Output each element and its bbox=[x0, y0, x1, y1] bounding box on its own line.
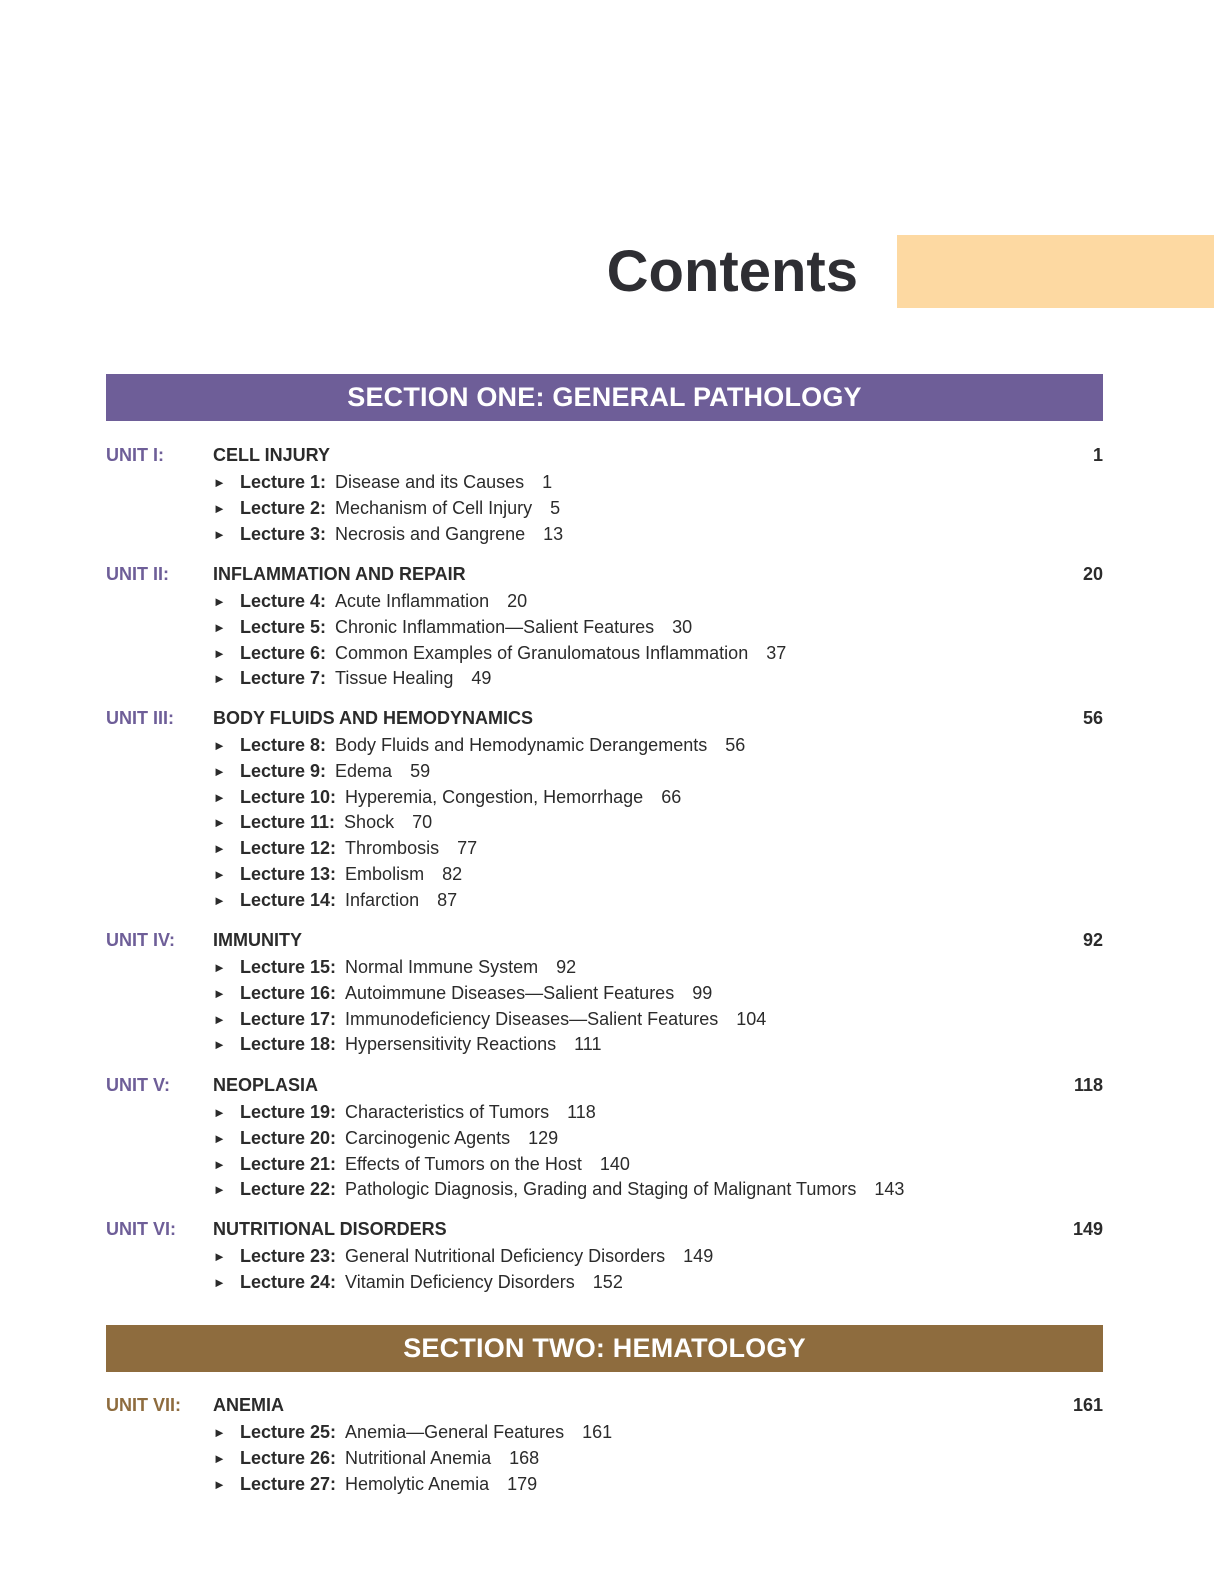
bullet-arrow-icon: ► bbox=[213, 500, 226, 516]
lecture-page-number: 140 bbox=[599, 1153, 630, 1174]
unit-header bbox=[0, 561, 1214, 589]
lecture-name: Hyperemia, Congestion, Hemorrhage bbox=[345, 786, 644, 807]
section-one-heading: SECTION ONE: GENERAL PATHOLOGY bbox=[106, 374, 1103, 421]
lecture-label: Lecture 3: bbox=[240, 523, 327, 544]
lecture-text bbox=[240, 981, 712, 1007]
lecture-text bbox=[240, 1126, 558, 1152]
lecture-page-number: 37 bbox=[766, 642, 787, 663]
lecture-entry bbox=[0, 888, 1214, 914]
unit-label: UNIT VI: bbox=[106, 1219, 176, 1239]
lecture-page-number: 129 bbox=[528, 1127, 559, 1148]
lecture-entry bbox=[0, 615, 1214, 641]
lecture-text bbox=[240, 759, 430, 785]
unit-title: NUTRITIONAL DISORDERS bbox=[213, 1219, 447, 1239]
lecture-page-number: 82 bbox=[442, 863, 463, 884]
lecture-page-number: 56 bbox=[725, 735, 746, 755]
bullet-arrow-icon: ► bbox=[213, 671, 226, 687]
lecture-label: Lecture 2: bbox=[240, 497, 327, 518]
lecture-text bbox=[240, 641, 786, 667]
bullet-arrow-icon: ► bbox=[213, 619, 226, 635]
lecture-name: Embolism bbox=[345, 863, 425, 884]
lecture-page-number: 66 bbox=[661, 786, 682, 807]
lecture-text bbox=[240, 785, 681, 811]
lecture-entry bbox=[0, 1152, 1214, 1178]
lecture-name: Autoimmune Diseases—Salient Features bbox=[345, 982, 675, 1003]
lecture-name: Shock bbox=[344, 812, 395, 833]
bullet-arrow-icon: ► bbox=[213, 1425, 226, 1440]
bullet-arrow-icon: ► bbox=[213, 738, 226, 753]
lecture-name: Carcinogenic Agents bbox=[345, 1127, 511, 1148]
unit-label: UNIT IV: bbox=[106, 930, 176, 950]
bullet-arrow-icon: ► bbox=[213, 841, 226, 857]
lecture-text bbox=[240, 810, 432, 836]
lecture-text bbox=[240, 1270, 623, 1296]
lecture-label: Lecture 7: bbox=[240, 668, 327, 689]
section-two-heading: SECTION TWO: HEMATOLOGY bbox=[106, 1325, 1103, 1372]
lecture-entry bbox=[0, 1244, 1214, 1270]
lecture-page-number: 5 bbox=[550, 497, 561, 518]
lecture-entry bbox=[0, 1177, 1214, 1203]
lecture-entry bbox=[0, 955, 1214, 981]
lecture-label: Lecture 21: bbox=[240, 1153, 337, 1174]
bullet-arrow-icon: ► bbox=[213, 789, 226, 805]
bullet-arrow-icon: ► bbox=[213, 645, 226, 661]
lecture-name: Edema bbox=[335, 760, 393, 781]
lecture-page-number: 161 bbox=[582, 1422, 613, 1442]
unit-page-number: 149 bbox=[1072, 1219, 1103, 1239]
lecture-page-number: 20 bbox=[507, 591, 528, 611]
lecture-name: Mechanism of Cell Injury bbox=[335, 497, 533, 518]
bullet-arrow-icon: ► bbox=[213, 1476, 226, 1492]
lecture-name: Body Fluids and Hemodynamic Derangements bbox=[335, 735, 708, 755]
lecture-text bbox=[240, 733, 745, 759]
lecture-page-number: 149 bbox=[683, 1246, 714, 1266]
lecture-entry bbox=[0, 785, 1214, 811]
lecture-name: Normal Immune System bbox=[345, 957, 539, 977]
unit-header bbox=[0, 1216, 1214, 1244]
lecture-text bbox=[240, 589, 527, 615]
lecture-name: Necrosis and Gangrene bbox=[335, 523, 526, 544]
bullet-arrow-icon: ► bbox=[213, 1274, 226, 1290]
bullet-arrow-icon: ► bbox=[213, 594, 226, 609]
bullet-arrow-icon: ► bbox=[213, 1156, 226, 1172]
unit-header bbox=[0, 705, 1214, 733]
lecture-page-number: 118 bbox=[567, 1102, 596, 1122]
unit-label: UNIT II: bbox=[106, 564, 169, 584]
lecture-text bbox=[240, 836, 477, 862]
lecture-page-number: 168 bbox=[509, 1447, 540, 1468]
lecture-text bbox=[240, 1446, 539, 1472]
unit-title: BODY FLUIDS AND HEMODYNAMICS bbox=[213, 708, 534, 728]
lecture-name: Common Examples of Granulomatous Inflammation bbox=[335, 642, 749, 663]
lecture-page-number: 143 bbox=[874, 1179, 905, 1200]
bullet-arrow-icon: ► bbox=[213, 892, 226, 908]
lecture-list bbox=[0, 589, 1214, 692]
unit-title: INFLAMMATION AND REPAIR bbox=[213, 564, 466, 584]
lecture-entry bbox=[0, 496, 1214, 522]
lecture-list bbox=[0, 1244, 1214, 1296]
lecture-entry bbox=[0, 589, 1214, 615]
lecture-name: Anemia—General Features bbox=[345, 1422, 565, 1442]
unit-label: UNIT V: bbox=[106, 1075, 171, 1095]
lecture-entry bbox=[0, 759, 1214, 785]
lecture-label: Lecture 22: bbox=[240, 1179, 337, 1200]
lecture-list bbox=[0, 733, 1214, 914]
lecture-label: Lecture 8: bbox=[240, 735, 327, 755]
unit-label: UNIT VII: bbox=[106, 1395, 181, 1415]
lecture-text bbox=[240, 888, 457, 914]
bullet-arrow-icon: ► bbox=[213, 1249, 226, 1264]
lecture-entry bbox=[0, 1446, 1214, 1472]
bullet-arrow-icon: ► bbox=[213, 763, 226, 779]
lecture-label: Lecture 20: bbox=[240, 1127, 337, 1148]
lecture-label: Lecture 6: bbox=[240, 642, 327, 663]
lecture-name: General Nutritional Deficiency Disorders bbox=[345, 1246, 666, 1266]
unit-title: NEOPLASIA bbox=[213, 1075, 319, 1095]
lecture-text bbox=[240, 1007, 766, 1033]
lecture-page-number: 13 bbox=[543, 523, 564, 544]
lecture-name: Thrombosis bbox=[345, 838, 440, 859]
unit-page-number: 118 bbox=[1073, 1075, 1103, 1095]
lecture-page-number: 49 bbox=[471, 668, 492, 689]
lecture-name: Pathologic Diagnosis, Grading and Staging of Malignant Tumors bbox=[345, 1179, 857, 1200]
lecture-label: Lecture 16: bbox=[240, 982, 337, 1003]
unit-title: IMMUNITY bbox=[213, 930, 302, 950]
lecture-label: Lecture 24: bbox=[240, 1271, 337, 1292]
lecture-page-number: 179 bbox=[507, 1473, 538, 1494]
bullet-arrow-icon: ► bbox=[213, 1182, 226, 1198]
lecture-entry bbox=[0, 1472, 1214, 1498]
unit-header bbox=[0, 442, 1214, 470]
lecture-name: Characteristics of Tumors bbox=[345, 1102, 550, 1122]
lecture-entry bbox=[0, 981, 1214, 1007]
lecture-entry bbox=[0, 862, 1214, 888]
lecture-page-number: 87 bbox=[437, 889, 458, 910]
title-accent-bar bbox=[897, 235, 1214, 308]
unit-block bbox=[0, 561, 1214, 692]
bullet-arrow-icon: ► bbox=[213, 1011, 226, 1027]
unit-block bbox=[0, 927, 1214, 1058]
lecture-entry bbox=[0, 836, 1214, 862]
lecture-name: Vitamin Deficiency Disorders bbox=[345, 1271, 575, 1292]
lecture-page-number: 104 bbox=[736, 1008, 767, 1029]
unit-label: UNIT I: bbox=[106, 445, 164, 465]
bullet-arrow-icon: ► bbox=[213, 1037, 226, 1053]
lecture-list bbox=[0, 955, 1214, 1058]
unit-page-number: 92 bbox=[1082, 930, 1103, 950]
lecture-label: Lecture 19: bbox=[240, 1102, 337, 1122]
lecture-label: Lecture 14: bbox=[240, 889, 337, 910]
bullet-arrow-icon: ► bbox=[213, 1130, 226, 1146]
lecture-label: Lecture 5: bbox=[240, 616, 327, 637]
lecture-list bbox=[0, 1100, 1214, 1203]
lecture-text bbox=[240, 496, 560, 522]
lecture-entry bbox=[0, 1126, 1214, 1152]
lecture-name: Disease and its Causes bbox=[335, 472, 525, 492]
lecture-entry bbox=[0, 641, 1214, 667]
unit-page-number: 161 bbox=[1072, 1395, 1103, 1415]
bullet-arrow-icon: ► bbox=[213, 1105, 226, 1120]
lecture-name: Acute Inflammation bbox=[335, 591, 490, 611]
bullet-arrow-icon: ► bbox=[213, 985, 226, 1001]
lecture-name: Infarction bbox=[345, 889, 420, 910]
lecture-page-number: 30 bbox=[672, 616, 693, 637]
unit-block bbox=[0, 442, 1214, 547]
lecture-label: Lecture 9: bbox=[240, 760, 327, 781]
unit-header bbox=[0, 1392, 1214, 1420]
lecture-entry bbox=[0, 522, 1214, 548]
unit-title: CELL INJURY bbox=[213, 445, 331, 465]
lecture-name: Immunodeficiency Diseases—Salient Features bbox=[345, 1008, 719, 1029]
lecture-label: Lecture 1: bbox=[240, 472, 327, 492]
bullet-arrow-icon: ► bbox=[213, 526, 226, 542]
lecture-label: Lecture 10: bbox=[240, 786, 337, 807]
unit-label: UNIT III: bbox=[106, 708, 174, 728]
lecture-page-number: 92 bbox=[556, 957, 577, 977]
lecture-label: Lecture 13: bbox=[240, 863, 337, 884]
lecture-page-number: 1 bbox=[542, 472, 553, 492]
lecture-entry bbox=[0, 1032, 1214, 1058]
lecture-list bbox=[0, 470, 1214, 547]
unit-header bbox=[0, 927, 1214, 955]
lecture-name: Hemolytic Anemia bbox=[345, 1473, 490, 1494]
lecture-name: Effects of Tumors on the Host bbox=[345, 1153, 582, 1174]
lecture-name: Hypersensitivity Reactions bbox=[345, 1034, 557, 1055]
lecture-entry bbox=[0, 810, 1214, 836]
lecture-text bbox=[240, 666, 491, 692]
lecture-label: Lecture 23: bbox=[240, 1246, 337, 1266]
lecture-entry bbox=[0, 1007, 1214, 1033]
lecture-text bbox=[240, 955, 576, 981]
unit-block bbox=[0, 705, 1214, 914]
lecture-entry bbox=[0, 1420, 1214, 1446]
lecture-name: Tissue Healing bbox=[335, 668, 454, 689]
bullet-arrow-icon: ► bbox=[213, 475, 226, 490]
unit-block bbox=[0, 1392, 1214, 1497]
unit-header bbox=[0, 1072, 1214, 1100]
lecture-page-number: 70 bbox=[412, 812, 433, 833]
lecture-label: Lecture 18: bbox=[240, 1034, 337, 1055]
lecture-label: Lecture 15: bbox=[240, 957, 337, 977]
lecture-entry bbox=[0, 470, 1214, 496]
unit-block bbox=[0, 1216, 1214, 1296]
lecture-page-number: 152 bbox=[592, 1271, 623, 1292]
lecture-list bbox=[0, 1420, 1214, 1497]
unit-page-number: 56 bbox=[1082, 708, 1103, 728]
lecture-page-number: 99 bbox=[692, 982, 713, 1003]
lecture-text bbox=[240, 1472, 537, 1498]
lecture-name: Chronic Inflammation—Salient Features bbox=[335, 616, 655, 637]
lecture-text bbox=[240, 470, 552, 496]
lecture-entry bbox=[0, 666, 1214, 692]
lecture-page-number: 111 bbox=[574, 1034, 602, 1055]
lecture-label: Lecture 25: bbox=[240, 1422, 337, 1442]
lecture-text bbox=[240, 1032, 602, 1058]
lecture-page-number: 77 bbox=[457, 838, 478, 859]
bullet-arrow-icon: ► bbox=[213, 815, 226, 831]
lecture-name: Nutritional Anemia bbox=[345, 1447, 492, 1468]
lecture-label: Lecture 4: bbox=[240, 591, 327, 611]
lecture-text bbox=[240, 1152, 630, 1178]
lecture-page-number: 59 bbox=[410, 760, 431, 781]
lecture-text bbox=[240, 1420, 612, 1446]
page-title: Contents bbox=[606, 239, 858, 304]
lecture-text bbox=[240, 1177, 904, 1203]
lecture-entry bbox=[0, 1270, 1214, 1296]
lecture-text bbox=[240, 862, 462, 888]
lecture-entry bbox=[0, 1100, 1214, 1126]
bullet-arrow-icon: ► bbox=[213, 960, 226, 975]
unit-page-number: 1 bbox=[1092, 445, 1103, 465]
unit-title: ANEMIA bbox=[213, 1395, 284, 1415]
bullet-arrow-icon: ► bbox=[213, 866, 226, 882]
unit-block bbox=[0, 1072, 1214, 1203]
lecture-text bbox=[240, 1244, 713, 1270]
bullet-arrow-icon: ► bbox=[213, 1450, 226, 1466]
lecture-label: Lecture 26: bbox=[240, 1447, 337, 1468]
lecture-entry bbox=[0, 733, 1214, 759]
lecture-label: Lecture 27: bbox=[240, 1473, 337, 1494]
lecture-text bbox=[240, 522, 563, 548]
lecture-label: Lecture 12: bbox=[240, 838, 337, 859]
lecture-label: Lecture 11: bbox=[240, 812, 336, 833]
unit-page-number: 20 bbox=[1082, 564, 1103, 584]
lecture-text bbox=[240, 1100, 596, 1126]
lecture-text bbox=[240, 615, 692, 641]
lecture-label: Lecture 17: bbox=[240, 1008, 337, 1029]
